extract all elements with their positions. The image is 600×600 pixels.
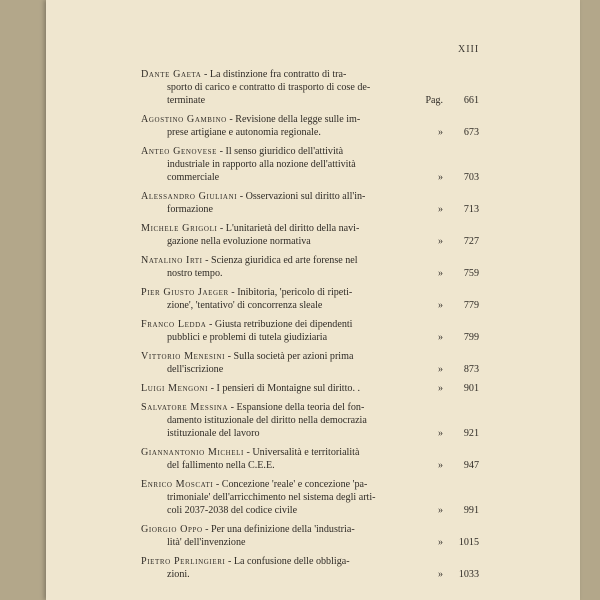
toc-page-number: 759 [463, 268, 479, 279]
toc-page-number: 713 [463, 204, 479, 215]
toc-entry-first-line [141, 113, 419, 126]
book-page [46, 0, 580, 600]
toc-entry-text [141, 190, 419, 216]
toc-entry-text [141, 318, 419, 344]
toc-entry-text [141, 222, 419, 248]
toc-page-marker: » [438, 569, 443, 580]
toc-title: - Concezione 'reale' e concezione 'pa- [213, 479, 368, 490]
toc-title: - Scienza giuridica ed arte forense nel [202, 255, 358, 266]
toc-title: - Revisione della legge sulle im- [226, 114, 361, 125]
toc-entry-text [141, 523, 419, 549]
toc-page-marker: Pag. [425, 95, 443, 106]
toc-author: Pier Giusto Jaeger [141, 287, 229, 298]
toc-page-number: 703 [463, 172, 479, 183]
toc-entry [141, 222, 479, 248]
toc-entry [141, 254, 479, 280]
toc-entry-first-line [141, 478, 419, 491]
toc-title-continuation: dell'iscrizione [167, 364, 224, 375]
toc-entry [141, 286, 479, 312]
toc-title-continuation: zioni. [167, 569, 190, 580]
toc-entry [141, 555, 479, 581]
toc-page-number: 873 [463, 364, 479, 375]
toc-entry-first-line [141, 523, 419, 536]
toc-entry-text [141, 401, 419, 440]
toc-entry [141, 190, 479, 216]
toc-entry-first-line [141, 68, 419, 81]
toc-title: - Il senso giuridico dell'attività [217, 146, 344, 157]
toc-author: Enrico Moscati [141, 479, 214, 490]
toc-author: Michele Grigoli [141, 223, 218, 234]
toc-title-continuation: terminate [167, 95, 206, 106]
toc-title-continuation: gazione nella evoluzione normativa [167, 236, 311, 247]
toc-title: - Espansione della teoria del fon- [228, 402, 365, 413]
toc-title-continuation: industriale in rapporto alla nozione dell'attività [167, 159, 356, 170]
toc-entry-text [141, 68, 419, 107]
toc-author: Luigi Mengoni [141, 383, 209, 394]
toc-title-continuation: prese artigiane e autonomia regionale. [167, 127, 321, 138]
table-of-contents [141, 68, 479, 587]
toc-title: - I pensieri di Montaigne sul diritto. . [208, 383, 361, 394]
toc-entry-first-line [141, 350, 419, 363]
toc-author: Pietro Perlingieri [141, 556, 226, 567]
toc-author: Natalino Irti [141, 255, 203, 266]
toc-page-marker: » [438, 332, 443, 343]
toc-entry-first-line [141, 401, 419, 414]
toc-page-number: 779 [463, 300, 479, 311]
toc-page-number: 673 [463, 127, 479, 138]
toc-entry-text [141, 254, 419, 280]
toc-entry-first-line [141, 286, 419, 299]
toc-title-continuation: commerciale [167, 172, 220, 183]
toc-page-marker: » [438, 268, 443, 279]
toc-title: - La confusione delle obbliga- [225, 556, 350, 567]
toc-title-continuation: formazione [167, 204, 213, 215]
toc-entry-first-line [141, 318, 419, 331]
toc-entry-first-line [141, 145, 419, 158]
toc-entry [141, 318, 479, 344]
toc-entry-text [141, 446, 419, 472]
toc-author: Agostino Gambino [141, 114, 227, 125]
toc-page-number: 921 [463, 428, 479, 439]
toc-page-number: 1033 [458, 569, 479, 580]
toc-entry [141, 145, 479, 184]
toc-author: Franco Ledda [141, 319, 207, 330]
toc-author: Dante Gaeta [141, 69, 202, 80]
toc-page-marker: » [438, 383, 443, 394]
toc-title-continuation: lità' dell'invenzione [167, 537, 246, 548]
toc-entry-text [141, 382, 419, 395]
toc-page-marker: » [438, 204, 443, 215]
toc-entry-text [141, 350, 419, 376]
toc-title: - Per una definizione della 'industria- [202, 524, 355, 535]
toc-page-marker: » [438, 300, 443, 311]
toc-page-number: 661 [463, 95, 479, 106]
toc-entry-first-line [141, 446, 419, 459]
toc-page-marker: » [438, 505, 443, 516]
toc-page-number: 991 [463, 505, 479, 516]
toc-entry [141, 446, 479, 472]
toc-author: Giannantonio Micheli [141, 447, 244, 458]
toc-entry [141, 68, 479, 107]
toc-entry [141, 350, 479, 376]
toc-page-marker: » [438, 428, 443, 439]
toc-entry-text [141, 145, 419, 184]
toc-entry [141, 523, 479, 549]
toc-page-marker: » [438, 460, 443, 471]
toc-entry-text [141, 113, 419, 139]
toc-entry-first-line [141, 190, 419, 203]
toc-title-continuation: del fallimento nella C.E.E. [167, 460, 275, 471]
toc-author: Anteo Genovese [141, 146, 218, 157]
toc-title: - Inibitoria, 'pericolo di ripeti- [228, 287, 353, 298]
toc-entry-first-line [141, 254, 419, 267]
toc-title: - Giusta retribuzione dei dipendenti [206, 319, 353, 330]
toc-entry-first-line [141, 382, 419, 395]
toc-title: - Osservazioni sul diritto all'in- [237, 191, 366, 202]
page-number: XIII [458, 44, 480, 55]
toc-page-number: 901 [463, 383, 479, 394]
toc-page-number: 727 [463, 236, 479, 247]
toc-title-continuation: sporto di carico e contratto di trasporto di cose de- [167, 82, 371, 93]
toc-page-marker: » [438, 537, 443, 548]
toc-page-number: 1015 [458, 537, 479, 548]
toc-title-continuation: trimoniale' dell'arricchimento nel sistema degli arti- [167, 492, 376, 503]
toc-entry-text [141, 286, 419, 312]
toc-author: Alessandro Giuliani [141, 191, 238, 202]
toc-entry-text [141, 478, 419, 517]
toc-title-continuation: pubblici e problemi di tutela giudiziaria [167, 332, 328, 343]
toc-title-continuation: istituzionale del lavoro [167, 428, 260, 439]
toc-title-continuation: damento istituzionale del diritto nella democrazia [167, 415, 367, 426]
toc-page-marker: » [438, 127, 443, 138]
toc-title: - Sulla società per azioni prima [225, 351, 354, 362]
toc-entry [141, 113, 479, 139]
toc-entry [141, 401, 479, 440]
toc-page-number: 947 [463, 460, 479, 471]
toc-entry [141, 478, 479, 517]
toc-title-continuation: zione', 'tentativo' di concorrenza sleale [167, 300, 323, 311]
toc-entry-first-line [141, 222, 419, 235]
toc-author: Salvatore Messina [141, 402, 229, 413]
toc-title: - La distinzione fra contratto di tra- [201, 69, 347, 80]
toc-entry [141, 382, 479, 395]
toc-title-continuation: coli 2037-2038 del codice civile [167, 505, 298, 516]
toc-page-marker: » [438, 364, 443, 375]
toc-author: Vittorio Menesini [141, 351, 226, 362]
toc-title-continuation: nostro tempo. [167, 268, 223, 279]
toc-author: Giorgio Oppo [141, 524, 203, 535]
toc-page-number: 799 [463, 332, 479, 343]
toc-entry-text [141, 555, 419, 581]
toc-entry-first-line [141, 555, 419, 568]
toc-page-marker: » [438, 172, 443, 183]
toc-page-marker: » [438, 236, 443, 247]
toc-title: - Universalità e territorialità [243, 447, 360, 458]
toc-title: - L'unitarietà del diritto della navi- [217, 223, 360, 234]
